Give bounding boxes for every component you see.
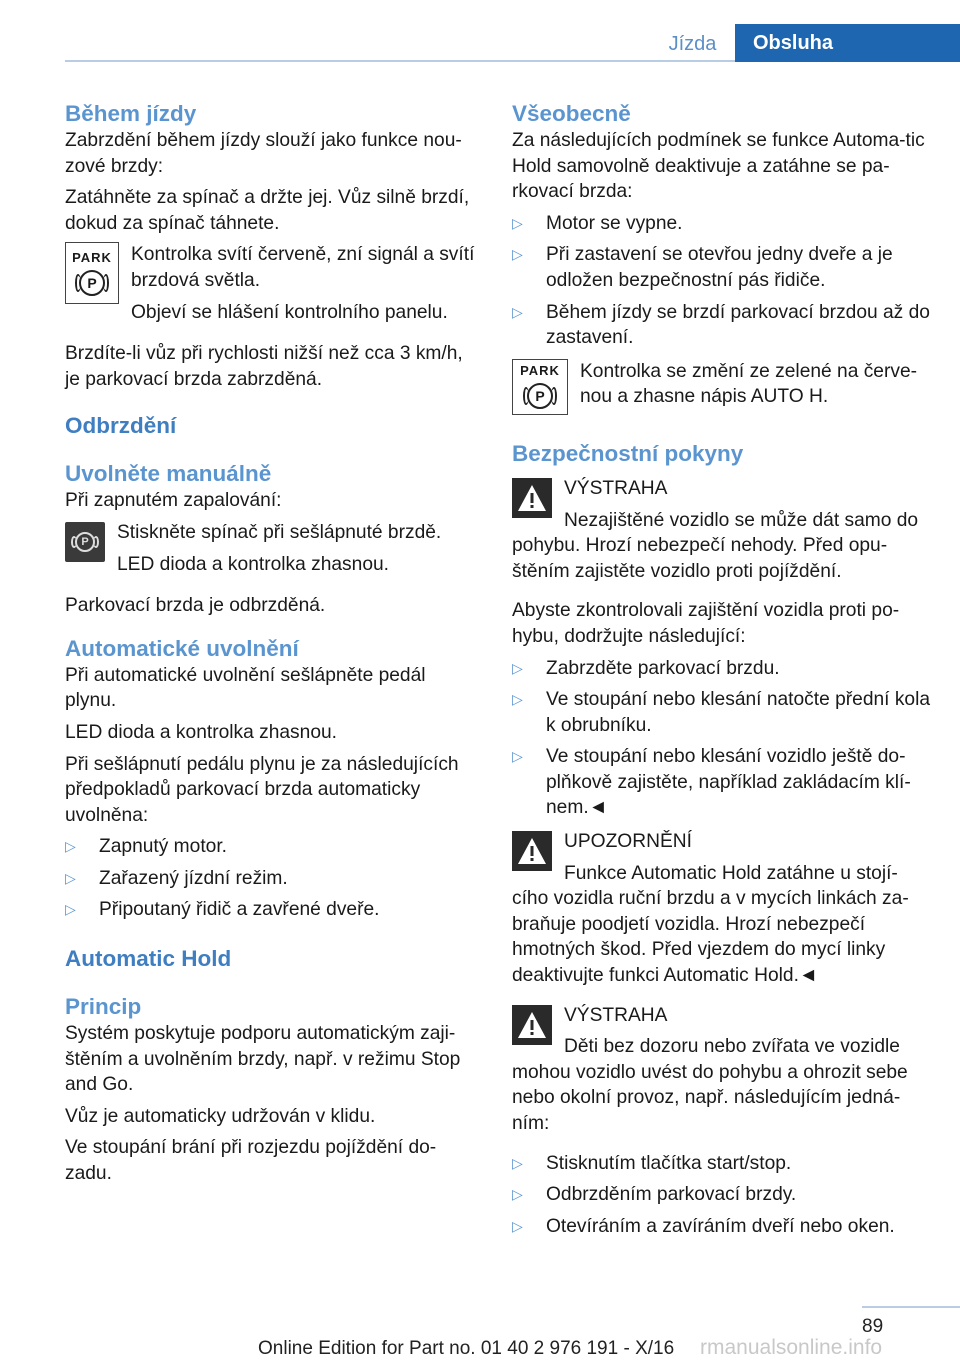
warning-triangle-icon xyxy=(512,831,552,871)
bullet-triangle-icon: ▷ xyxy=(512,303,523,320)
bullet-triangle-icon: ▷ xyxy=(65,838,76,855)
list-item-text: Během jízdy se brzdí parkovací brzdou až do zastavení. xyxy=(546,301,930,349)
page-number: 89 xyxy=(862,1316,884,1337)
tab-obsluha[interactable]: Obsluha xyxy=(735,24,960,62)
bullet-triangle-icon: ▷ xyxy=(512,1217,523,1234)
brake-symbol-letter: P xyxy=(81,535,89,548)
heading-manual-release: Uvolněte manuálně xyxy=(65,461,272,487)
park-indicator-icon xyxy=(512,359,568,415)
heading-principle: Princip xyxy=(65,994,142,1020)
list-item-text: Připoutaný řidič a zavřené dveře. xyxy=(99,899,380,921)
bullet-triangle-icon: ▷ xyxy=(512,691,523,708)
list-item-text: Zabrzděte parkovací brzdu. xyxy=(546,657,780,679)
list-item-text: Ve stoupání nebo klesání natočte přední kola k obrubníku. xyxy=(546,689,931,736)
warning-text: Nezajištěné vozidlo se může dát samo do pohybu. Hrozí nebezpečí nehody. Před opu-štěním zajistěte vozidlo proti pojíždění. xyxy=(512,509,919,582)
list-item xyxy=(512,1151,932,1177)
notice-text: Funkce Automatic Hold zatáhne u stojí-cího vozidla ruční brzdu a v mycích linkách za-braňuje poodjetí vozidla. Hrozí nebezpečí hmotných škod. Před vjezdem do mycí linky deaktivujte funkci Automatic Hold.◄ xyxy=(512,862,909,987)
paragraph: Abyste zkontrolovali zajištění vozidla proti po-hybu, dodržujte následující: xyxy=(512,600,900,647)
bullet-triangle-icon: ▷ xyxy=(65,869,76,886)
heading-general: Všeobecně xyxy=(512,101,631,126)
footer-rule xyxy=(862,1306,960,1308)
list-item-text: Motor se vypne. xyxy=(546,212,683,234)
heading-automatic-hold: Automatic Hold xyxy=(65,946,232,972)
list-item xyxy=(512,687,932,738)
indicator-text xyxy=(131,242,479,331)
list-item xyxy=(512,300,932,351)
paragraph: Parkovací brzda je odbrzděná. xyxy=(65,595,326,617)
brake-symbol-icon xyxy=(75,532,95,552)
warning-block xyxy=(512,1003,932,1143)
right-column xyxy=(512,100,932,1247)
list-item-text: Zapnutý motor. xyxy=(99,836,227,858)
list-item xyxy=(512,242,932,293)
paragraph: Brzdíte-li vůz při rychlosti nižší než cca 3 km/h, je parkovací brzda zabrzděná. xyxy=(65,343,463,390)
list-item-text: Odbrzděním parkovací brzdy. xyxy=(546,1184,797,1206)
switch-text xyxy=(117,520,441,583)
left-column xyxy=(65,100,479,1193)
paragraph: Ve stoupání brání při rozjezdu pojíždění do-zadu. xyxy=(65,1137,437,1185)
warning-triangle-icon xyxy=(512,478,552,518)
list-item-text: Stisknutím tlačítka start/stop. xyxy=(546,1152,792,1174)
paragraph: Systém poskytuje podporu automatickým zaji-štěním a uvolněním brzdy, např. v režimu Stop and Go. xyxy=(65,1023,461,1096)
online-edition-note: Online Edition for Part no. 01 40 2 976 191 - X/16 xyxy=(258,1338,675,1359)
watermark: rmanualsonline.info xyxy=(700,1336,883,1359)
switch-block xyxy=(65,520,479,583)
warning-label: VÝSTRAHA xyxy=(564,1004,668,1026)
paragraph: Stiskněte spínač při sešlápnuté brzdě. xyxy=(117,521,442,543)
warning-triangle-icon xyxy=(512,1005,552,1045)
park-label: PARK xyxy=(72,249,112,265)
paragraph: Při automatické uvolnění sešlápněte pedál plynu. xyxy=(65,664,426,712)
notice-label: UPOZORNĚNÍ xyxy=(564,831,692,853)
indicator-block xyxy=(65,242,479,331)
list-item xyxy=(512,656,932,682)
list-item xyxy=(65,834,479,860)
bullet-triangle-icon: ▷ xyxy=(512,214,523,231)
warning-block xyxy=(512,476,932,590)
park-indicator-icon xyxy=(65,242,119,304)
indicator-text xyxy=(580,359,932,416)
list-item xyxy=(512,1182,932,1208)
bullet-triangle-icon: ▷ xyxy=(512,1186,523,1203)
risk-actions-list xyxy=(512,1151,932,1240)
brake-symbol-icon xyxy=(527,383,553,409)
list-item xyxy=(65,897,479,923)
bullet-triangle-icon: ▷ xyxy=(512,748,523,765)
heading-during-drive: Během jízdy xyxy=(65,101,197,126)
conditions-list xyxy=(65,834,479,923)
paragraph: Při zapnutém zapalování: xyxy=(65,490,282,512)
paragraph: Kontrolka se změní ze zelené na červe-nou a zhasne nápis AUTO H. xyxy=(580,360,918,408)
warning-label: VÝSTRAHA xyxy=(564,477,668,499)
list-item xyxy=(65,866,479,892)
brake-symbol-letter: P xyxy=(535,388,545,405)
heading-release: Odbrzdění xyxy=(65,413,177,439)
bullet-triangle-icon: ▷ xyxy=(512,659,523,676)
list-item xyxy=(512,211,932,237)
paragraph: LED dioda a kontrolka zhasnou. xyxy=(65,721,337,743)
list-item-text: Při zastavení se otevřou jedny dveře a je odložen bezpečnostní pás řidiče. xyxy=(546,244,893,291)
brake-symbol-icon xyxy=(79,270,105,296)
paragraph: Za následujících podmínek se funkce Automa-tic Hold samovolně deaktivuje a zatáhne se pa-rkovací brzda: xyxy=(512,130,925,203)
brake-symbol-letter: P xyxy=(87,274,97,291)
deactivation-list xyxy=(512,211,932,351)
paragraph: Zatáhněte za spínač a držte jej. Vůz silně brzdí, dokud za spínač táhnete. xyxy=(65,187,470,234)
paragraph: Zabrzdění během jízdy slouží jako funkce nou-zové brzdy: xyxy=(65,130,462,177)
heading-safety: Bezpečnostní pokyny xyxy=(512,440,744,466)
list-item-text: Ve stoupání nebo klesání vozidlo ještě do-plňkově zajistěte, například zakládacím klí-nem.◄ xyxy=(546,746,911,819)
indicator-block xyxy=(512,359,932,416)
list-item xyxy=(512,744,932,821)
parking-brake-switch-icon xyxy=(65,522,105,562)
paragraph: LED dioda a kontrolka zhasnou. xyxy=(117,553,389,575)
list-item-text: Zařazený jízdní režim. xyxy=(99,867,288,889)
paragraph: Kontrolka svítí červeně, zní signál a svítí brzdová světla. xyxy=(131,244,475,291)
warning-text: Děti bez dozoru nebo zvířata ve vozidle mohou vozidlo uvést do pohybu a ohrozit sebe nebo okolní provoz, např. následujícím jedná-ním: xyxy=(512,1036,908,1134)
notice-block xyxy=(512,829,932,995)
bullet-triangle-icon: ▷ xyxy=(512,246,523,263)
bullet-triangle-icon: ▷ xyxy=(512,1154,523,1171)
bullet-triangle-icon: ▷ xyxy=(65,901,76,918)
list-item xyxy=(512,1214,932,1240)
paragraph: Vůz je automaticky udržován v klidu. xyxy=(65,1105,376,1127)
tab-jizda[interactable]: Jízda xyxy=(668,33,717,55)
paragraph: Při sešlápnutí pedálu plynu je za následujících předpokladů parkovací brzda automaticky uvolněna: xyxy=(65,753,459,826)
list-item-text: Otevíráním a zavíráním dveří nebo oken. xyxy=(546,1215,895,1237)
paragraph: Objeví se hlášení kontrolního panelu. xyxy=(131,301,448,323)
securing-list xyxy=(512,656,932,822)
park-label: PARK xyxy=(520,363,560,379)
heading-automatic-release: Automatické uvolnění xyxy=(65,635,299,661)
